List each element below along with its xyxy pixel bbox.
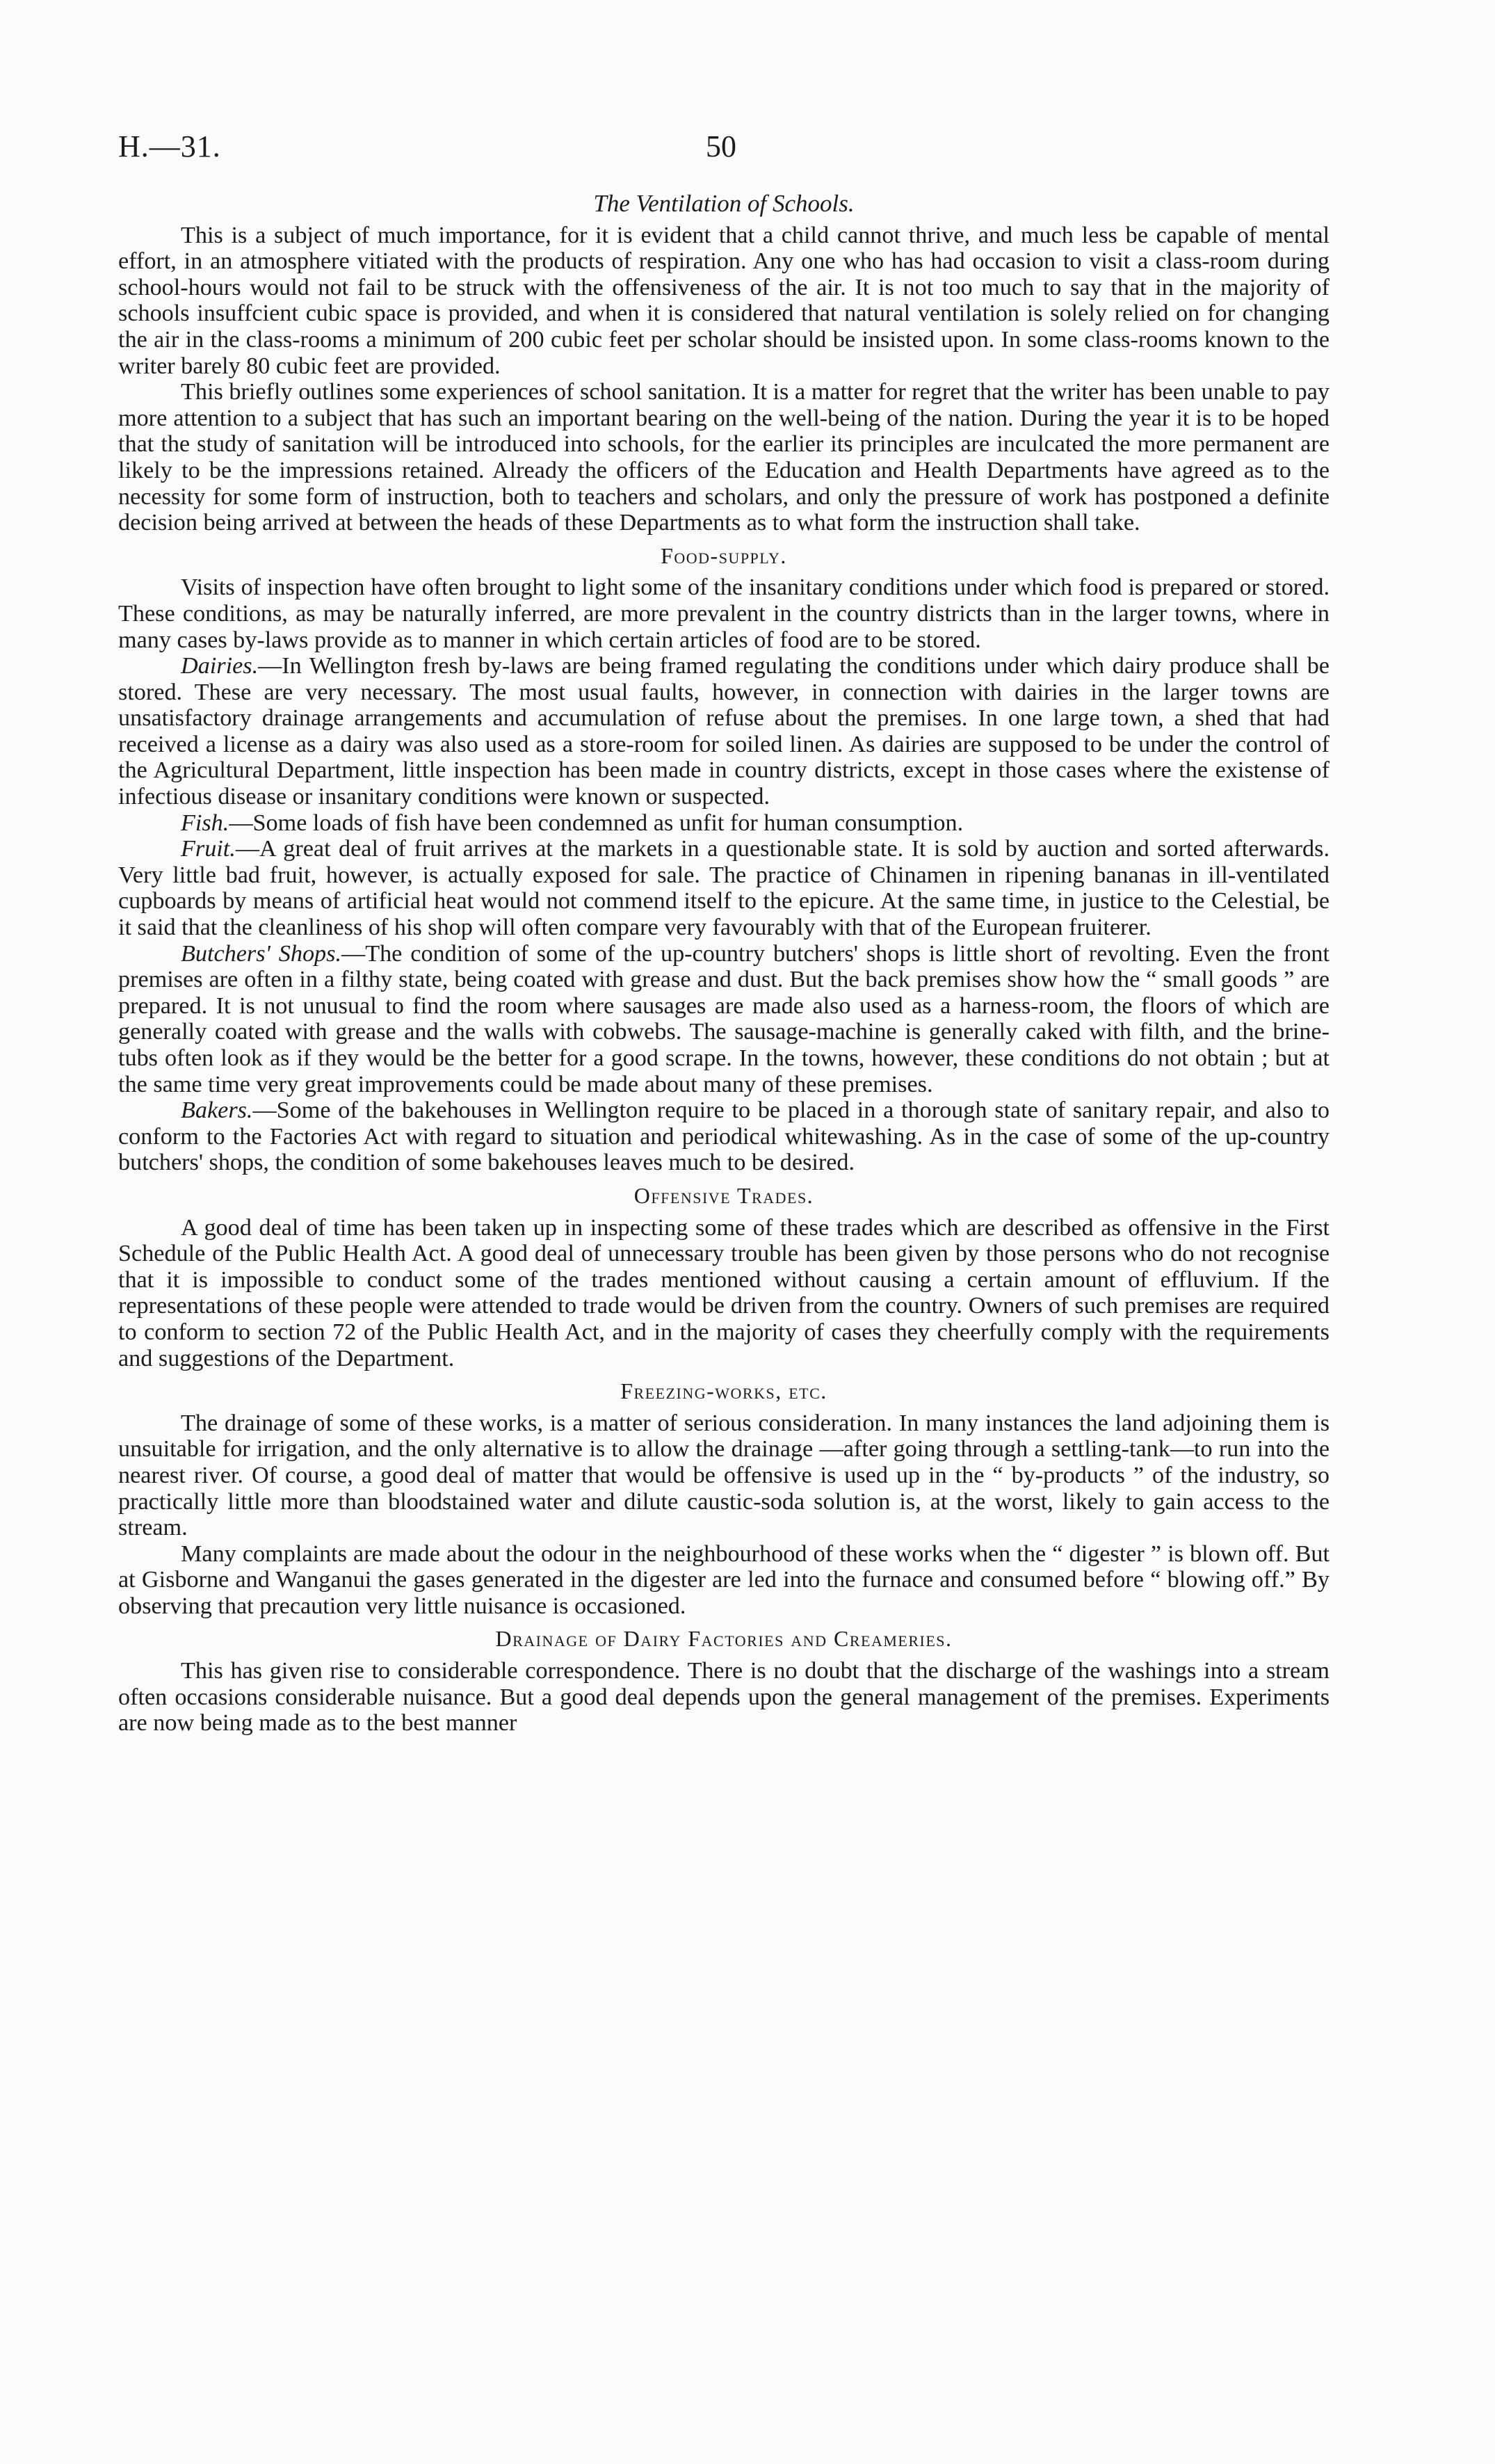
- paragraph: This briefly outlines some experiences of school sanitation. It is a matter for regret that the writer has been unable to pay more attention to a subject that has such an important bearing on the well-being of the nation. During the year it is to be hoped that the study of sanitation will be introduced into schools, for the earlier its principles are inculcated the more permanent are likely to be the impressions retained. Already the officers of the Education and Health Departments have agreed as to the necessity for some form of instruction, both to teachers and scholars, and only the pressure of work has postponed a definite decision being arrived at between the heads of these Departments as to what form the instruction shall take.: [118, 379, 1330, 536]
- paragraph-label: Butchers' Shops.: [181, 940, 342, 967]
- paragraph-text: —A great deal of fruit arrives at the markets in a questionable state. It is sold by auction and sorted afterwards. Very little bad fruit, however, is actually exposed for sale. The practice of Chinamen in ripening bananas in ill-ventilated cupboards by means of artificial heat would not commend itself to the epicure. At the same time, in justice to the Celestial, be it said that the cleanliness of his shop will often compare very favourably with that of the European fruiterer.: [118, 836, 1330, 941]
- paragraph: This has given rise to considerable correspondence. There is no doubt that the discharge of the washings into a stream often occasions considerable nuisance. But a good deal depends upon the general management of the premises. Experiments are now being made as to the best manner: [118, 1658, 1330, 1737]
- paragraph-label: Fruit.: [181, 836, 236, 862]
- paragraph-text: —Some of the bakehouses in Wellington require to be placed in a thorough state of sanitary repair, and also to conform to the Factories Act with regard to situation and periodical whitewashing. As in the case of some of the up-country butchers' shops, the condition of some bakehouses leaves much to be desired.: [118, 1097, 1330, 1176]
- section-title-freezing-works: Freezing-works, etc.: [620, 1378, 827, 1404]
- section-title-drainage-dairy-factories: Drainage of Dairy Factories and Creameries.: [495, 1626, 953, 1652]
- paragraph: The drainage of some of these works, is a matter of serious consideration. In many instances the land adjoining them is unsuitable for irrigation, and the only alternative is to allow the drainage —after going through a settling-tank—to run into the nearest river. Of course, a good deal of matter that would be offensive is used up in the “ by-products ” of the industry, so practically little more than bloodstained water and dilute caustic-soda solution is, at the worst, likely to gain access to the stream.: [118, 1410, 1330, 1541]
- paragraph-dairies: [118, 653, 1330, 810]
- section-title-food-supply: Food-supply.: [661, 542, 787, 568]
- page-header: [118, 129, 1335, 170]
- paragraph-fish: [118, 810, 1330, 837]
- paragraph-text: —The condition of some of the up-country butchers' shops is little short of revolting. Even the front premises are often in a filthy state, being coated with grease and dust. But the back premises show how the “ small goods ” are prepared. It is not unusual to find the room where sausages are made also used as a harness-room, the floors of which are generally coated with grease and the walls with cobwebs. The sausage-machine is generally caked with filth, and the brine-tubs often look as if they would be the better for a good scrape. In the towns, however, these conditions do not obtain ; but at the same time very great improvements could be made about many of these premises.: [118, 940, 1330, 1097]
- report-id: H.—31.: [118, 129, 221, 163]
- page-number: 50: [706, 129, 736, 163]
- paragraph-text: —Some loads of fish have been condemned as unfit for human consumption.: [229, 810, 964, 836]
- paragraph-label: Dairies.: [181, 653, 259, 679]
- paragraph: A good deal of time has been taken up in inspecting some of these trades which are described as offensive in the First Schedule of the Public Health Act. A good deal of unnecessary trouble has been given by those persons who do not recognise that it is impossible to conduct some of the trades mentioned without causing a certain amount of effluvium. If the representations of these people were attended to trade would be driven from the country. Owners of such premises are required to conform to section 72 of the Public Health Act, and in the majority of cases they cheerfully comply with the requirements and suggestions of the Department.: [118, 1214, 1330, 1371]
- paragraph: This is a subject of much importance, for it is evident that a child cannot thrive, and much less be capable of mental effort, in an atmosphere vitiated with the products of respiration. Any one who has had occasion to visit a class-room during school-hours would not fail to be struck with the offensiveness of the air. It is not too much to say that in the majority of schools insuffcient cubic space is provided, and when it is considered that natural ventilation is solely relied on for changing the air in the class-rooms a minimum of 200 cubic feet per scholar should be insisted upon. In some class-rooms known to the writer barely 80 cubic feet are provided.: [118, 222, 1330, 379]
- paragraph-label: Fish.: [181, 810, 229, 836]
- paragraph-text: —In Wellington fresh by-laws are being framed regulating the conditions under which dairy produce shall be stored. These are very necessary. The most usual faults, however, in connection with dairies in the larger towns are unsatisfactory drainage arrangements and accumulation of refuse about the premises. In one large town, a shed that had received a license as a dairy was also used as a store-room for soiled linen. As dairies are supposed to be under the control of the Agricultural Department, little inspection has been made in country districts, except in those cases where the existense of infectious disease or insanitary conditions were known or suspected.: [118, 653, 1330, 810]
- section-title-offensive-trades: Offensive Trades.: [633, 1182, 814, 1208]
- paragraph: Visits of inspection have often brought to light some of the insanitary conditions under which food is prepared or stored. These conditions, as may be naturally inferred, are more prevalent in the country districts than in the larger towns, where in many cases by-laws provide as to manner in which certain articles of food are to be stored.: [118, 574, 1330, 653]
- section-title-ventilation: The Ventilation of Schools.: [593, 190, 855, 217]
- paragraph-label: Bakers.: [181, 1097, 253, 1124]
- paragraph: Many complaints are made about the odour in the neighbourhood of these works when the “ digester ” is blown off. But at Gisborne and Wanganui the gases generated in the digester are led into the furnace and consumed before “ blowing off.” By observing that precaution very little nuisance is occasioned.: [118, 1540, 1330, 1619]
- document-body: [118, 188, 1330, 1737]
- paragraph-fruit: [118, 836, 1330, 940]
- paragraph-butchers-shops: [118, 941, 1330, 1098]
- paragraph-bakers: [118, 1097, 1330, 1176]
